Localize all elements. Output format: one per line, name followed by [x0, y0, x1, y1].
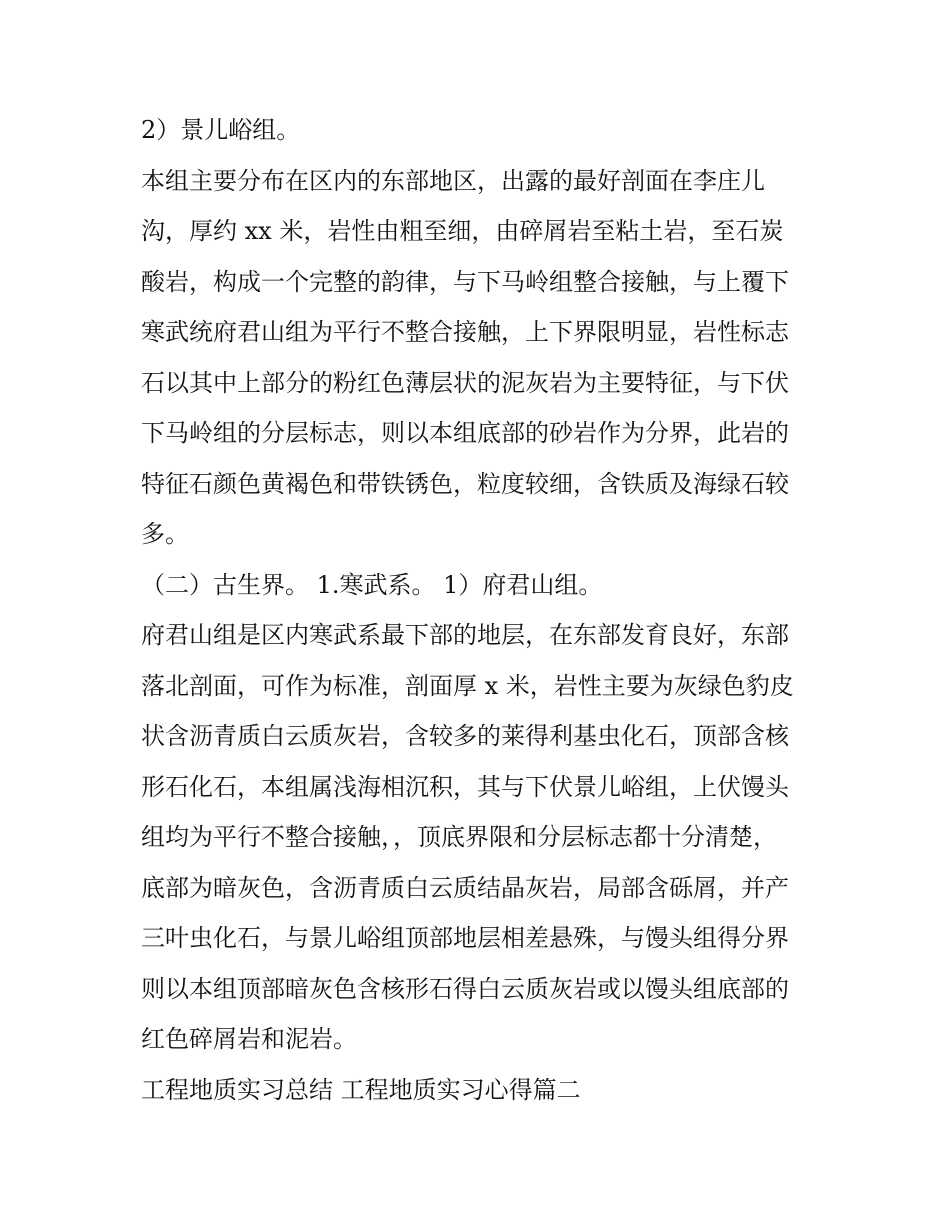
paragraph-line: 沟，厚约 xx 米，岩性由粗至细，由碎屑岩至粘土岩，至石炭 — [141, 217, 784, 245]
section-heading: 2）景儿峪组。 — [141, 116, 301, 144]
paragraph-line: 红色碎屑岩和泥岩。 — [141, 1025, 357, 1053]
paragraph-line: 寒武统府君山组为平行不整合接触，上下界限明显，岩性标志 — [141, 318, 789, 346]
paragraph-line: 底部为暗灰色，含沥青质白云质结晶灰岩，局部含砾屑，并产 — [141, 874, 789, 902]
paragraph-line: 形石化石，本组属浅海相沉积，其与下伏景儿峪组，上伏馒头 — [141, 773, 789, 801]
paragraph-line: 则以本组顶部暗灰色含核形石得白云质灰岩或以馒头组底部的 — [141, 975, 789, 1003]
paragraph-line: 酸岩，构成一个完整的韵律，与下马岭组整合接触，与上覆下 — [141, 268, 789, 296]
paragraph-line: 三叶虫化石，与景儿峪组顶部地层相差悬殊，与馒头组得分界 — [141, 924, 789, 952]
paragraph-line: 石以其中上部分的粉红色薄层状的泥灰岩为主要特征，与下伏 — [141, 369, 789, 397]
section-heading: 工程地质实习总结 工程地质实习心得篇二 — [141, 1076, 581, 1104]
paragraph-line: 落北剖面，可作为标准，剖面厚 x 米，岩性主要为灰绿色豹皮 — [141, 672, 794, 700]
paragraph-line: 府君山组是区内寒武系最下部的地层，在东部发育良好，东部 — [141, 621, 789, 649]
paragraph-line: 下马岭组的分层标志，则以本组底部的砂岩作为分界，此岩的 — [141, 419, 789, 447]
paragraph-line: 多。 — [141, 520, 189, 548]
paragraph-line: 本组主要分布在区内的东部地区，出露的最好剖面在李庄儿 — [141, 167, 765, 195]
paragraph-line: 特征石颜色黄褐色和带铁锈色，粒度较细，含铁质及海绿石较 — [141, 470, 789, 498]
paragraph-line: 状含沥青质白云质灰岩，含较多的莱得利基虫化石，顶部含核 — [141, 722, 789, 750]
section-heading: （二）古生界。 1.寒武系。 1）府君山组。 — [141, 571, 603, 599]
paragraph-line: 组均为平行不整合接触，，顶底界限和分层标志都十分清楚， — [141, 823, 777, 851]
